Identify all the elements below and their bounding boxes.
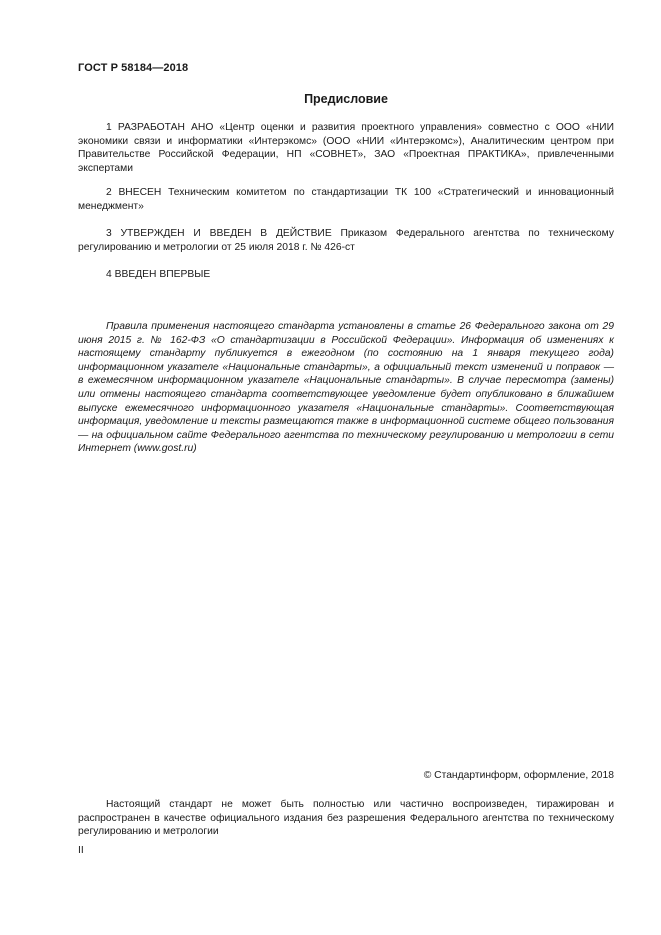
reproduction-notice: Настоящий стандарт не может быть полностью или частично воспроизведен, тиражирован и распространен в качестве официального издания без разрешения Федерального агентства по техническому регулированию и метрологии [78, 799, 614, 838]
copyright-line: © Стандартинформ, оформление, 2018 [423, 770, 614, 781]
preface-title: Предисловие [304, 92, 388, 106]
page-number: II [78, 845, 84, 856]
preface-item-4: 4 ВВЕДЕН ВПЕРВЫЕ [106, 269, 211, 280]
preface-item-3: 3 УТВЕРЖДЕН И ВВЕДЕН В ДЕЙСТВИЕ Приказом Федерального агентства по техническому регулированию и метрологии от 25 июля 2018 г. № 426-ст [78, 228, 614, 253]
rules-note: Правила применения настоящего стандарта установлены в статье 26 Федерального закона от 29 июня 2015 г. № 162-ФЗ «О стандартизации в Российской Федерации». Информация об изменениях к настоящему стандарту публикуется в ежегодном (по состоянию на 1 января текущего года) информационном указателе «Национальные стандарты», а официальный текст изменений и поправок — в ежемесячном информационном указателе «Национальные стандарты». В случае пересмотра (замены) или отмены настоящего стандарта соответствующее уведомление будет опубликовано в ближайшем выпуске ежемесячного информационного указателя «Национальные стандарты». Соответствующая информация, уведомление и тексты размещаются также в информационной системе общего пользования — на официальном сайте Федерального агентства по техническому регулированию и метрологии в сети Интернет (www.gost.ru) [78, 321, 614, 455]
preface-item-2: 2 ВНЕСЕН Техническим комитетом по стандартизации ТК 100 «Стратегический и инновационный менеджмент» [78, 187, 614, 212]
standard-code: ГОСТ Р 58184—2018 [78, 62, 189, 74]
preface-item-1: 1 РАЗРАБОТАН АНО «Центр оценки и развития проектного управления» совместно с ООО «НИИ экономики связи и информатики «Интерэкомс» (ООО «НИИ «Интерэкомс»), Аналитическим центром при Правительстве Российской Федерации, НП «СОВНЕТ», ЗАО «Проектная ПРАКТИКА», привлеченными экспертами [78, 122, 614, 174]
